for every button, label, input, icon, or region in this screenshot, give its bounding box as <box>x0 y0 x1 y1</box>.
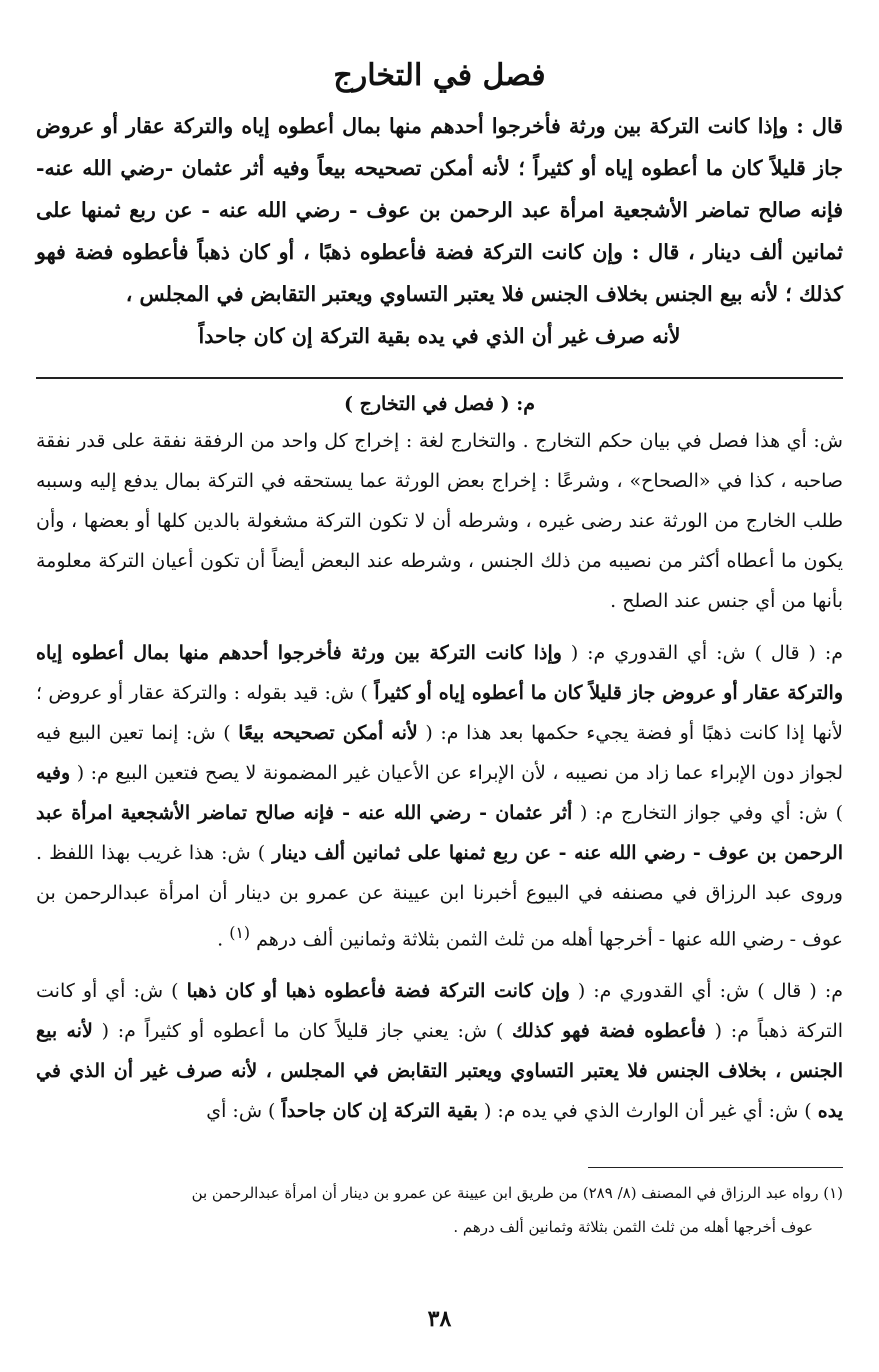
footnote-reference[interactable]: (١) <box>229 923 251 942</box>
chapter-title: فصل في التخارج <box>333 58 546 93</box>
commentary-text: م: ( قال ) ش: أي القدوري م: ( <box>570 642 844 664</box>
sharh-paragraph-1: ش: أي هذا فصل في بيان حكم التخارج . والتخارج لغة : إخراج كل واحد من الرفقة نفقة على قدر نفقة صاحبه ، كذا في «الصحاح» ، وشرعًا : إخراج بعض الورثة عما يستحقه في التركة بمال يدفع إليه وسببه طلب الخارج من الورثة عند رضى غيره ، وشرطه أن لا تكون التركة مشغولة بالدين كلها أو بعضها ، وأن يكون ما أعطاه أكثر من نصيبه من ذلك الجنس ، وشرطه عند البعض أيضاً أن تكون أعيان التركة معلومة بأنها من أي جنس عند الصلح . <box>36 430 843 612</box>
commentary-text: ) ش: قيد بقوله : والتركة عقار أو عروض ؛ لأنها إذا كانت ذهبًا أو فضة يجيء حكمها بعد هذا م: ( <box>36 682 843 744</box>
commentary-text: ) ش: هذا غريب بهذا اللفظ . وروى عبد الرزاق في مصنفه في البيوع أخبرنا ابن عيينة عن عمرو بن دينار أن امرأة عبدالرحمن بن عوف - رضي الله عنها - أخرجها أهله من ثلث الثمن بثلاثة وثمانين ألف درهم <box>36 842 843 951</box>
quoted-matn: وإن كانت التركة فضة فأعطوه ذهبا أو كان ذهبا <box>186 980 570 1003</box>
page-number: ٣٨ <box>427 1306 452 1332</box>
quoted-matn: فأعطوه فضة فهو كذلك <box>512 1020 706 1043</box>
matn-section <box>36 105 843 357</box>
sharh-paragraph-2 <box>36 633 843 959</box>
footnote-divider <box>588 1167 843 1168</box>
sharh-heading: م: ( فصل في التخارج ) <box>344 393 535 415</box>
commentary-text: ) ش: إنما تعين البيع فيه لجواز دون الإبراء عما زاد من نصيبه ، لأن الإبراء عن الأعيان غير المضمونة لا يصح فتعين البيع م: ( <box>36 722 843 784</box>
matn-paragraph: قال : وإذا كانت التركة بين ورثة فأخرجوا أحدهم منها بمال أعطوه إياه والتركة عقار أو عروض جاز قليلاً كان ما أعطوه إياه أو كثيراً ؛ لأنه أمكن تصحيحه بيعاً وفيه أثر عثمان -رضي الله عنه- فإنه صالح تماضر الأشجعية امرأة عبد الرحمن بن عوف - رضي الله عنه - عن ربع ثمنها على ثمانين ألف دينار ، قال : وإن كانت التركة فضة فأعطوه ذهبًا ، أو كان ذهباً فأعطوه فضة فهو كذلك ؛ لأنه بيع الجنس بخلاف الجنس فلا يعتبر التساوي ويعتبر التقابض في المجلس ، <box>36 114 843 306</box>
commentary-text: ) ش: أي وفي جواز التخارج م: ( <box>580 802 844 824</box>
commentary-text: ) ش: يعني جاز قليلاً كان ما أعطوه أو كثيراً م: ( <box>101 1020 504 1043</box>
footnote-line-1: (١) رواه عبد الرزاق في المصنف (٨/ ٢٨٩) من طريق ابن عيينة عن عمرو بن دينار أن امرأة عبدالرحمن بن <box>191 1184 843 1203</box>
quoted-matn: أثر عثمان - رضي الله عنه - فإنه صالح تماضر الأشجعية امرأة عبد الرحمن بن عوف - رضي الله عنه - عن ربع ثمنها على ثمانين ألف دينار <box>36 802 843 864</box>
sharh-paragraph-3 <box>36 971 843 1131</box>
quoted-matn: وإذا كانت التركة بين ورثة فأخرجوا أحدهم منها بمال أعطوه إياه والتركة عقار أو عروض جاز قليلاً كان ما أعطوه إياه أو كثيراً <box>36 642 843 704</box>
commentary-text: . <box>217 928 224 951</box>
quoted-matn: لأنه بيع الجنس ، بخلاف الجنس فلا يعتبر التساوي ويعتبر التقابض في المجلس ، لأنه صرف غير أن الذي في يده <box>36 1020 843 1123</box>
quoted-matn: بقية التركة إن كان جاحداً <box>281 1100 478 1123</box>
matn-last-line: لأنه صرف غير أن الذي في يده بقية التركة إن كان جاحداً <box>198 324 681 348</box>
sharh-section <box>36 393 843 1131</box>
footnote-section <box>36 1176 843 1244</box>
commentary-text: م: ( قال ) ش: أي القدوري م: ( <box>577 980 843 1003</box>
quoted-matn: وفيه <box>36 762 71 784</box>
section-divider <box>36 377 843 379</box>
commentary-text: ) ش: أي أو كانت التركة ذهباً م: ( <box>36 980 844 1043</box>
commentary-text: ) ش: أي <box>206 1100 276 1123</box>
quoted-matn: لأنه أمكن تصحيحه بيعًا <box>238 722 418 744</box>
commentary-text: ) ش: أي غير أن الوارث الذي في يده م: ( <box>483 1100 812 1123</box>
footnote-line-2: عوف أخرجها أهله من ثلث الثمن بثلاثة وثمانين ألف درهم . <box>453 1218 813 1237</box>
